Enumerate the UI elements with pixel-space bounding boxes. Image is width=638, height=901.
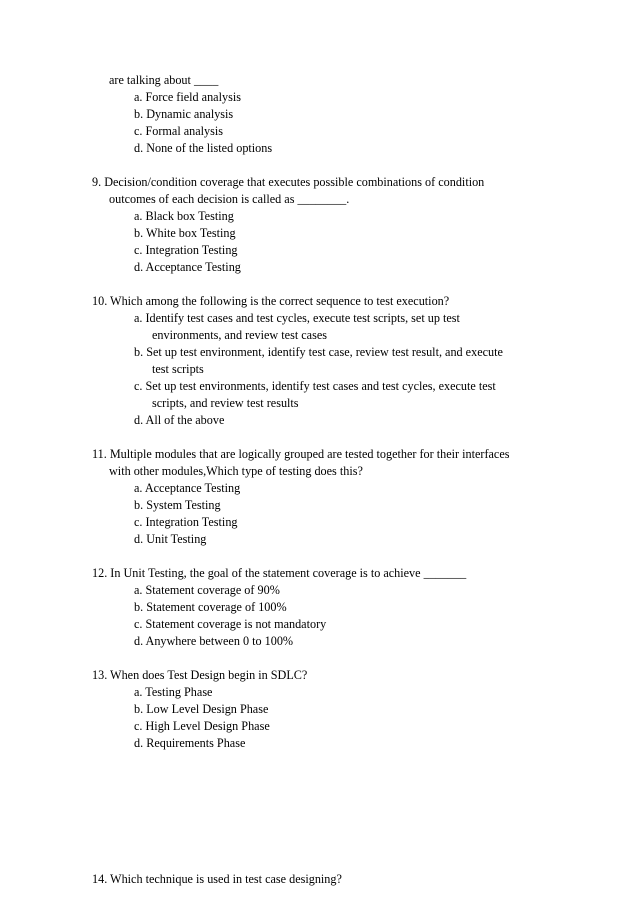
question-8-option-d: d. None of the listed options xyxy=(134,141,273,155)
question-13-text: 13. When does Test Design begin in SDLC? xyxy=(92,668,308,682)
question-11-text-cont: with other modules,Which type of testing does this? xyxy=(109,464,363,478)
question-8-option-b: b. Dynamic analysis xyxy=(134,107,234,121)
question-11-option-d: d. Unit Testing xyxy=(134,532,207,546)
question-10-option-a-cont: environments, and review test cases xyxy=(152,328,327,342)
question-10-text: 10. Which among the following is the correct sequence to test execution? xyxy=(92,294,450,308)
question-13-option-b: b. Low Level Design Phase xyxy=(134,702,269,716)
question-12-option-c: c. Statement coverage is not mandatory xyxy=(134,617,327,631)
question-11-option-a: a. Acceptance Testing xyxy=(134,481,241,495)
question-8-option-c: c. Formal analysis xyxy=(134,124,224,138)
question-9-option-d: d. Acceptance Testing xyxy=(134,260,241,274)
question-14-text: 14. Which technique is used in test case designing? xyxy=(92,872,342,886)
question-10-option-a: a. Identify test cases and test cycles, execute test scripts, set up test xyxy=(134,311,460,325)
question-12-option-b: b. Statement coverage of 100% xyxy=(134,600,287,614)
question-13-option-c: c. High Level Design Phase xyxy=(134,719,270,733)
question-11-option-b: b. System Testing xyxy=(134,498,221,512)
question-13-option-a: a. Testing Phase xyxy=(134,685,213,699)
question-8-option-a: a. Force field analysis xyxy=(134,90,241,104)
question-10-option-b-cont: test scripts xyxy=(152,362,204,376)
question-12-option-d: d. Anywhere between 0 to 100% xyxy=(134,634,294,648)
question-10-option-d: d. All of the above xyxy=(134,413,225,427)
question-9-text: 9. Decision/condition coverage that executes possible combinations of condition xyxy=(92,175,485,189)
question-12-option-a: a. Statement coverage of 90% xyxy=(134,583,280,597)
question-8-tail: are talking about ____ xyxy=(109,73,219,87)
question-9-option-a: a. Black box Testing xyxy=(134,209,234,223)
question-11-text: 11. Multiple modules that are logically grouped are tested together for their interfaces xyxy=(92,447,510,461)
question-9-text-cont: outcomes of each decision is called as ________. xyxy=(109,192,350,206)
question-10-option-c: c. Set up test environments, identify test cases and test cycles, execute test xyxy=(134,379,496,393)
question-9-option-c: c. Integration Testing xyxy=(134,243,238,257)
question-10-option-c-cont: scripts, and review test results xyxy=(152,396,299,410)
question-12-text: 12. In Unit Testing, the goal of the statement coverage is to achieve _______ xyxy=(92,566,467,580)
question-10-option-b: b. Set up test environment, identify test case, review test result, and execute xyxy=(134,345,503,359)
question-9-option-b: b. White box Testing xyxy=(134,226,236,240)
question-11-option-c: c. Integration Testing xyxy=(134,515,238,529)
question-13-option-d: d. Requirements Phase xyxy=(134,736,246,750)
